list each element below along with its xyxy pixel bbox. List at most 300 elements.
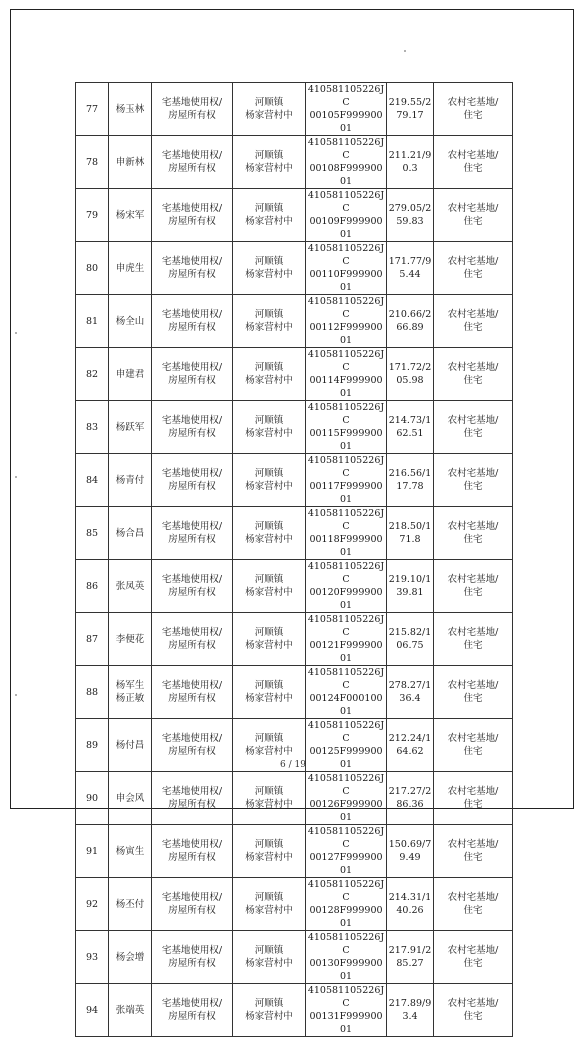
unit-code-cell [306,666,387,719]
land-use-line: 农村宅基地/ [447,574,499,585]
table-row [76,401,513,454]
owner-name-cell [109,454,152,507]
land-use-line: 住宅 [463,428,483,439]
owner-name-cell [109,931,152,984]
area-cell [387,666,434,719]
right-type-line: 房屋所有权 [168,746,216,757]
unit-code-line: 410581105226JC [307,455,385,479]
unit-code-cell [306,507,387,560]
scan-speck [404,50,406,52]
right-type-cell [152,772,233,825]
unit-code-line: 410581105226JC [307,773,385,797]
table-row [76,984,513,1037]
right-type-cell [152,613,233,666]
location-line: 杨家营村中 [245,481,293,492]
location-cell [233,401,306,454]
right-type-cell [152,348,233,401]
area-line: 39.81 [396,587,424,598]
location-cell [233,348,306,401]
unit-code-line: 410581105226JC [307,561,385,585]
unit-code-line: 00120F99990001 [309,587,383,611]
owner-name-line: 杨付昌 [115,739,145,751]
land-use-line: 住宅 [463,216,483,227]
row-number-cell: 88 [76,666,109,719]
area-cell [387,401,434,454]
row-number-cell: 85 [76,507,109,560]
row-number-cell: 89 [76,719,109,772]
land-use-line: 住宅 [463,375,483,386]
area-line: 219.10/1 [388,574,432,585]
owner-name-cell [109,295,152,348]
land-use-line: 住宅 [463,163,483,174]
land-use-cell [434,242,513,295]
right-type-line: 房屋所有权 [168,322,216,333]
right-type-cell [152,560,233,613]
right-type-line: 房屋所有权 [168,1011,216,1022]
unit-code-cell [306,136,387,189]
right-type-line: 房屋所有权 [168,905,216,916]
location-line: 河顺镇 [254,468,284,479]
land-use-line: 住宅 [463,269,483,280]
right-type-cell [152,189,233,242]
right-type-cell [152,83,233,136]
unit-code-line: 410581105226JC [307,296,385,320]
land-use-line: 农村宅基地/ [447,945,499,956]
location-cell [233,507,306,560]
unit-code-line: 410581105226JC [307,826,385,850]
land-use-line: 农村宅基地/ [447,150,499,161]
location-line: 杨家营村中 [245,375,293,386]
registry-table-body [76,83,513,1037]
area-line: 212.24/1 [388,733,432,744]
right-type-line: 宅基地使用权/ [161,786,223,797]
area-cell [387,613,434,666]
unit-code-line: 00131F99990001 [309,1011,383,1035]
owner-name-line: 杨合昌 [115,527,145,539]
location-line: 河顺镇 [254,627,284,638]
table-row [76,666,513,719]
unit-code-line: 00109F99990001 [309,216,383,240]
right-type-cell [152,666,233,719]
row-number-cell: 82 [76,348,109,401]
area-line: 66.89 [396,322,424,333]
location-line: 杨家营村中 [245,587,293,598]
land-use-line: 农村宅基地/ [447,362,499,373]
location-line: 河顺镇 [254,150,284,161]
table-row [76,825,513,878]
location-line: 河顺镇 [254,362,284,373]
location-line: 杨家营村中 [245,110,293,121]
land-use-line: 住宅 [463,110,483,121]
land-use-line: 住宅 [463,640,483,651]
owner-name-cell [109,984,152,1037]
owner-name-line: 张端英 [115,1004,145,1016]
table-row [76,772,513,825]
unit-code-cell [306,613,387,666]
right-type-cell [152,931,233,984]
unit-code-cell [306,83,387,136]
area-line: 86.36 [396,799,424,810]
area-line: 40.26 [396,905,424,916]
owner-name-line: 杨跃军 [115,421,145,433]
right-type-line: 宅基地使用权/ [161,468,223,479]
right-type-line: 房屋所有权 [168,587,216,598]
row-number-cell: 84 [76,454,109,507]
land-use-cell [434,825,513,878]
right-type-line: 宅基地使用权/ [161,892,223,903]
location-cell [233,454,306,507]
location-cell [233,242,306,295]
area-line: 9.49 [399,852,421,863]
unit-code-cell [306,189,387,242]
row-number-cell: 92 [76,878,109,931]
land-use-cell [434,560,513,613]
area-line: 150.69/7 [388,839,432,850]
right-type-line: 房屋所有权 [168,693,216,704]
right-type-line: 房屋所有权 [168,852,216,863]
owner-name-line: 申新林 [115,156,145,168]
right-type-line: 宅基地使用权/ [161,839,223,850]
unit-code-line: 410581105226JC [307,720,385,744]
owner-name-line: 申建君 [115,368,145,380]
location-cell [233,560,306,613]
scan-speck [15,694,17,696]
area-line: 0.3 [402,163,418,174]
owner-name-line: 申虎生 [115,262,145,274]
location-line: 杨家营村中 [245,958,293,969]
unit-code-line: 410581105226JC [307,84,385,108]
area-cell [387,136,434,189]
right-type-cell [152,825,233,878]
right-type-line: 宅基地使用权/ [161,362,223,373]
land-use-line: 农村宅基地/ [447,97,499,108]
land-use-cell [434,931,513,984]
owner-name-line: 杨会增 [115,951,145,963]
location-line: 杨家营村中 [245,534,293,545]
unit-code-cell [306,295,387,348]
row-number-cell: 94 [76,984,109,1037]
land-use-line: 农村宅基地/ [447,415,499,426]
location-cell [233,984,306,1037]
land-use-line: 住宅 [463,905,483,916]
row-number-cell: 81 [76,295,109,348]
location-line: 杨家营村中 [245,799,293,810]
land-use-line: 住宅 [463,587,483,598]
owner-name-line: 杨军生 [115,680,145,691]
owner-name-cell [109,560,152,613]
unit-code-line: 00128F99990001 [309,905,383,929]
location-line: 杨家营村中 [245,428,293,439]
unit-code-cell [306,348,387,401]
unit-code-cell [306,878,387,931]
right-type-line: 房屋所有权 [168,799,216,810]
right-type-cell [152,136,233,189]
unit-code-cell [306,984,387,1037]
area-line: 279.05/2 [388,203,432,214]
table-row [76,931,513,984]
location-line: 河顺镇 [254,733,284,744]
owner-name-cell [109,401,152,454]
land-use-line: 农村宅基地/ [447,203,499,214]
unit-code-cell [306,931,387,984]
right-type-line: 房屋所有权 [168,269,216,280]
area-line: 211.21/9 [388,150,432,161]
location-line: 河顺镇 [254,892,284,903]
area-line: 17.78 [396,481,424,492]
land-use-line: 农村宅基地/ [447,680,499,691]
location-line: 杨家营村中 [245,216,293,227]
right-type-line: 宅基地使用权/ [161,256,223,267]
owner-name-line: 杨全山 [115,315,145,327]
unit-code-cell [306,454,387,507]
area-line: 36.4 [399,693,421,704]
area-line: 05.98 [396,375,424,386]
area-line: 218.50/1 [388,521,432,532]
unit-code-cell [306,401,387,454]
right-type-line: 宅基地使用权/ [161,574,223,585]
location-line: 河顺镇 [254,839,284,850]
area-line: 5.44 [399,269,421,280]
table-row [76,83,513,136]
unit-code-line: 00130F99990001 [309,958,383,982]
area-cell [387,931,434,984]
unit-code-line: 410581105226JC [307,614,385,638]
unit-code-line: 410581105226JC [307,879,385,903]
owner-name-cell [109,772,152,825]
table-row [76,242,513,295]
land-use-cell [434,136,513,189]
unit-code-cell [306,242,387,295]
owner-name-line: 杨正敏 [115,693,145,704]
area-line: 216.56/1 [388,468,432,479]
owner-name-cell [109,242,152,295]
unit-code-line: 410581105226JC [307,932,385,956]
owner-name-line: 李便花 [115,633,145,645]
unit-code-line: 410581105226JC [307,667,385,691]
owner-name-cell [109,825,152,878]
location-cell [233,613,306,666]
table-row [76,560,513,613]
land-use-line: 农村宅基地/ [447,839,499,850]
unit-code-line: 00121F99990001 [309,640,383,664]
land-use-line: 农村宅基地/ [447,892,499,903]
right-type-cell [152,401,233,454]
location-cell [233,878,306,931]
right-type-line: 宅基地使用权/ [161,203,223,214]
location-cell [233,666,306,719]
land-use-cell [434,772,513,825]
unit-code-cell [306,825,387,878]
location-cell [233,772,306,825]
location-line: 杨家营村中 [245,1011,293,1022]
right-type-line: 房屋所有权 [168,428,216,439]
area-line: 06.75 [396,640,424,651]
area-line: 217.89/9 [388,998,432,1009]
area-line: 85.27 [396,958,424,969]
unit-code-line: 00112F99990001 [309,322,383,346]
table-row [76,295,513,348]
right-type-line: 宅基地使用权/ [161,309,223,320]
unit-code-line: 00115F99990001 [309,428,383,452]
area-line: 217.27/2 [388,786,432,797]
area-cell [387,189,434,242]
row-number-cell: 83 [76,401,109,454]
area-line: 171.77/9 [388,256,432,267]
right-type-line: 宅基地使用权/ [161,150,223,161]
area-line: 64.62 [396,746,424,757]
location-cell [233,295,306,348]
right-type-line: 宅基地使用权/ [161,415,223,426]
land-use-cell [434,295,513,348]
location-line: 杨家营村中 [245,322,293,333]
land-use-line: 住宅 [463,746,483,757]
owner-name-cell [109,83,152,136]
owner-name-cell [109,507,152,560]
table-row [76,454,513,507]
owner-name-cell [109,666,152,719]
area-cell [387,560,434,613]
unit-code-line: 410581105226JC [307,349,385,373]
land-use-line: 住宅 [463,958,483,969]
land-use-cell [434,666,513,719]
location-line: 杨家营村中 [245,269,293,280]
area-cell [387,454,434,507]
land-use-line: 农村宅基地/ [447,309,499,320]
row-number-cell: 78 [76,136,109,189]
table-row [76,348,513,401]
unit-code-line: 410581105226JC [307,137,385,161]
right-type-line: 房屋所有权 [168,110,216,121]
area-cell [387,348,434,401]
right-type-line: 宅基地使用权/ [161,97,223,108]
land-use-cell [434,613,513,666]
right-type-cell [152,507,233,560]
table-row [76,189,513,242]
right-type-line: 房屋所有权 [168,375,216,386]
land-use-line: 住宅 [463,1011,483,1022]
right-type-line: 宅基地使用权/ [161,680,223,691]
land-use-line: 农村宅基地/ [447,468,499,479]
right-type-line: 宅基地使用权/ [161,627,223,638]
location-line: 河顺镇 [254,786,284,797]
right-type-line: 宅基地使用权/ [161,521,223,532]
location-cell [233,931,306,984]
land-use-line: 农村宅基地/ [447,521,499,532]
land-use-cell [434,984,513,1037]
area-line: 278.27/1 [388,680,432,691]
area-line: 79.17 [396,110,424,121]
right-type-cell [152,454,233,507]
land-use-line: 住宅 [463,534,483,545]
area-line: 215.82/1 [388,627,432,638]
location-cell [233,136,306,189]
location-line: 杨家营村中 [245,163,293,174]
land-use-line: 农村宅基地/ [447,256,499,267]
area-cell [387,825,434,878]
table-row [76,136,513,189]
area-line: 62.51 [396,428,424,439]
owner-name-line: 杨青付 [115,474,145,486]
area-cell [387,242,434,295]
unit-code-line: 00110F99990001 [309,269,383,293]
table-row [76,613,513,666]
right-type-line: 房屋所有权 [168,958,216,969]
location-line: 杨家营村中 [245,693,293,704]
area-line: 219.55/2 [388,97,432,108]
scan-speck [15,476,17,478]
unit-code-line: 00117F99990001 [309,481,383,505]
location-line: 河顺镇 [254,521,284,532]
table-row [76,507,513,560]
land-use-cell [434,507,513,560]
row-number-cell: 93 [76,931,109,984]
area-line: 3.4 [402,1011,418,1022]
unit-code-line: 00125F99990001 [309,746,383,770]
area-cell [387,772,434,825]
owner-name-cell [109,348,152,401]
row-number-cell: 86 [76,560,109,613]
land-use-line: 住宅 [463,852,483,863]
area-line: 217.91/2 [388,945,432,956]
owner-name-line: 杨玉林 [115,103,145,115]
area-line: 171.72/2 [388,362,432,373]
land-use-line: 住宅 [463,481,483,492]
location-line: 河顺镇 [254,97,284,108]
location-line: 河顺镇 [254,680,284,691]
unit-code-line: 410581105226JC [307,402,385,426]
land-use-line: 住宅 [463,322,483,333]
right-type-line: 宅基地使用权/ [161,945,223,956]
area-cell [387,984,434,1037]
land-use-line: 农村宅基地/ [447,998,499,1009]
location-cell [233,825,306,878]
right-type-cell [152,242,233,295]
unit-code-line: 00105F99990001 [309,110,383,134]
area-cell [387,878,434,931]
land-use-cell [434,401,513,454]
registry-table [75,82,513,1037]
location-line: 河顺镇 [254,309,284,320]
land-use-cell [434,454,513,507]
area-line: 210.66/2 [388,309,432,320]
row-number-cell: 91 [76,825,109,878]
location-line: 河顺镇 [254,203,284,214]
area-line: 214.73/1 [388,415,432,426]
area-cell [387,295,434,348]
row-number-cell: 87 [76,613,109,666]
right-type-line: 房屋所有权 [168,640,216,651]
unit-code-line: 410581105226JC [307,243,385,267]
land-use-cell [434,189,513,242]
right-type-cell [152,984,233,1037]
page-number: 6 / 19 [280,760,306,770]
owner-name-cell [109,189,152,242]
owner-name-line: 杨宋军 [115,209,145,221]
area-cell [387,83,434,136]
owner-name-line: 杨寅生 [115,845,145,857]
location-line: 杨家营村中 [245,746,293,757]
unit-code-cell [306,560,387,613]
owner-name-cell [109,878,152,931]
owner-name-line: 杨丕付 [115,898,145,910]
right-type-cell [152,295,233,348]
owner-name-line: 申会风 [115,792,145,804]
row-number-cell: 79 [76,189,109,242]
land-use-line: 农村宅基地/ [447,733,499,744]
location-cell [233,189,306,242]
land-use-line: 农村宅基地/ [447,786,499,797]
unit-code-line: 410581105226JC [307,508,385,532]
